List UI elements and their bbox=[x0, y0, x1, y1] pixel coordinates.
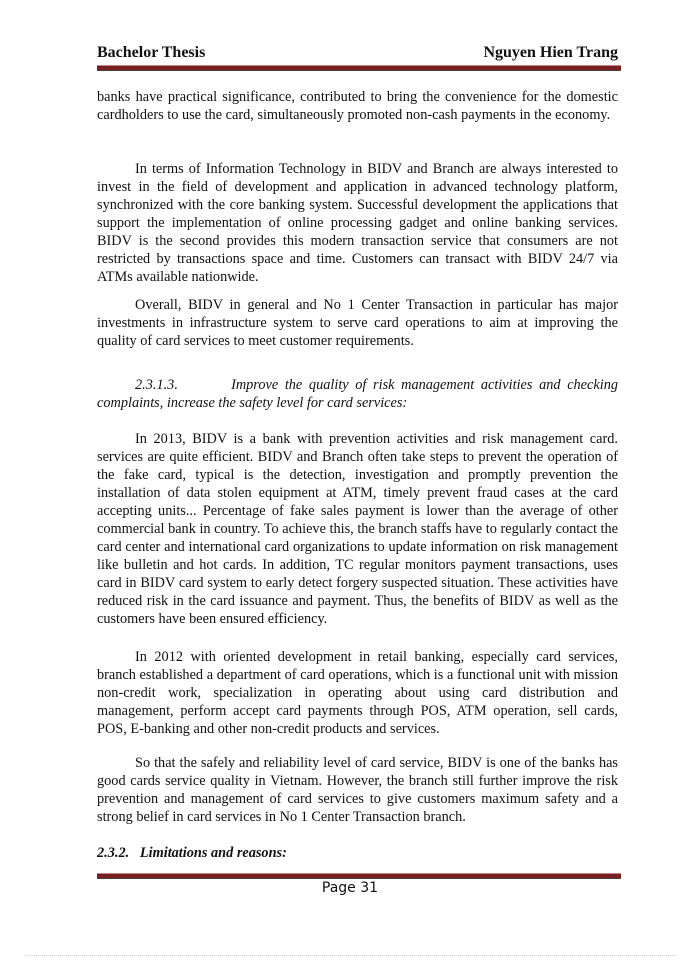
paragraph: In 2013, BIDV is a bank with prevention activities and risk management card. services are quite efficient. BIDV and Branch often take steps to prevent the operation of the fake card, typical is the detection, investigation and promptly prevention the installation of data stolen equipment at ATM, timely prevent fraud cases at the card accepting units... Percentage of fake sales payment is lower than the average of other commercial bank in country. To achieve this, the branch staffs have to regularly contact the card center and international card organizations to update information on risk management like bulletin and hot cards. In addition, TC regular monitors payment transactions, uses card in BIDV card system to early detect forgery suspected situation. These activities have reduced risk in the card issuance and payment. Thus, the benefits of BIDV as well as the customers have been ensured efficiency. bbox=[97, 431, 618, 627]
header-author: Nguyen Hien Trang bbox=[483, 44, 618, 61]
paragraph: So that the safely and reliability level of card service, BIDV is one of the banks has good cards service quality in Vietnam. However, the branch still further improve the risk prevention and management of card services to give customers maximum safety and a strong belief in card services in No 1 Center Transaction branch. bbox=[97, 755, 618, 825]
page-boundary bbox=[25, 955, 675, 956]
header-title: Bachelor Thesis bbox=[97, 44, 206, 61]
paragraph: banks have practical significance, contributed to bring the convenience for the domestic cardholders to use the card, simultaneously promoted non-cash payments in the economy. bbox=[97, 89, 618, 123]
section-heading: 2.3.1.3. Improve the quality of risk management activities and checking complaints, increase the safety level for card services: bbox=[97, 377, 622, 411]
page-number: Page 31 bbox=[321, 880, 379, 896]
section-heading: 2.3.2. Limitations and reasons: bbox=[97, 845, 287, 861]
header-rule bbox=[97, 65, 621, 71]
footer-rule bbox=[97, 873, 621, 879]
paragraph: In terms of Information Technology in BIDV and Branch are always interested to invest in the field of development and application in advanced technology platform, synchronized with the core banking system. Successful development the applications that support the implementation of online processing gadget and online banking services. BIDV is the second provides this modern transaction service that consumers are not restricted by transactions space and time. Customers can transact with BIDV 24/7 via ATMs available nationwide. bbox=[97, 161, 618, 285]
paragraph: In 2012 with oriented development in retail banking, especially card services, branch established a department of card operations, which is a functional unit with mission non-credit work, specialization in operating about using card distribution and management, perform accept card payments through POS, ATM operation, sell cards, POS, E-banking and other non-credit products and services. bbox=[97, 649, 618, 737]
paragraph: Overall, BIDV in general and No 1 Center Transaction in particular has major investments in infrastructure system to serve card operations to aim at improving the quality of card services to meet customer requirements. bbox=[97, 297, 618, 349]
